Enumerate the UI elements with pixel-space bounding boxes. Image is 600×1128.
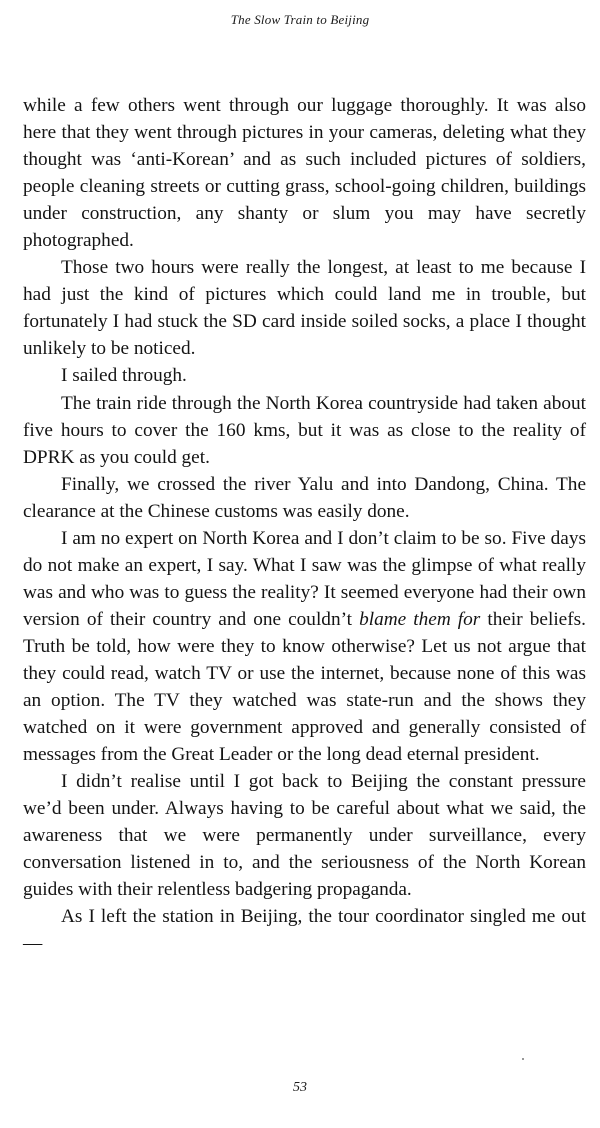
paragraph-6 — [23, 525, 586, 768]
paragraph-8: As I left the station in Beijing, the tour coordinator singled me out— — [23, 906, 586, 955]
paragraph-7: I didn’t realise until I got back to Beijing the constant pressure we’d been under. Always having to be careful about what we said, the awareness that we were permanently under surveillance, every conversation listened in to, and the seriousness of the North Korean guides with their relentless badgering propaganda. — [23, 771, 586, 901]
body-text — [23, 92, 586, 958]
paragraph-6-emphasis: blame them for — [359, 608, 481, 630]
running-header: The Slow Train to Beijing — [230, 12, 370, 27]
paragraph-5: Finally, we crossed the river Yalu and into Dandong, China. The clearance at the Chinese customs was easily done. — [23, 473, 586, 522]
print-speck — [522, 1058, 524, 1060]
paragraph-6-text-before: I am no expert on North Korea and I don’t claim to be so. Five days do not make an expert, I say. What I saw was the glimpse of what really was and who was to guess the reality? It seemed everyone had their own version of their country and one couldn’t — [23, 527, 586, 630]
paragraph-6-text-after: their beliefs. Truth be told, how were they to know otherwise? Let us not argue that they could read, watch TV or use the internet, because none of this was an option. The TV they watched was state-run and the shows they watched on it were government approved and generally consisted of messages from the Great Leader or the long dead eternal president. — [23, 608, 586, 766]
paragraph-3: I sailed through. — [61, 365, 187, 387]
paragraph-1: while a few others went through our luggage thoroughly. It was also here that they went through pictures in your cameras, deleting what they thought was ‘anti-Korean’ and as such included pictures of soldiers, people cleaning streets or cutting grass, school-going children, buildings under construction, any shanty or slum you may have secretly photographed. — [23, 95, 586, 252]
paragraph-2: Those two hours were really the longest, at least to me because I had just the kind of pictures which could land me in trouble, but fortunately I had stuck the SD card inside soiled socks, a place I thought unlikely to be noticed. — [23, 257, 586, 360]
paragraph-4: The train ride through the North Korea countryside had taken about five hours to cover the 160 kms, but it was as close to the reality of DPRK as you could get. — [23, 392, 586, 468]
page-number: 53 — [293, 1080, 307, 1095]
